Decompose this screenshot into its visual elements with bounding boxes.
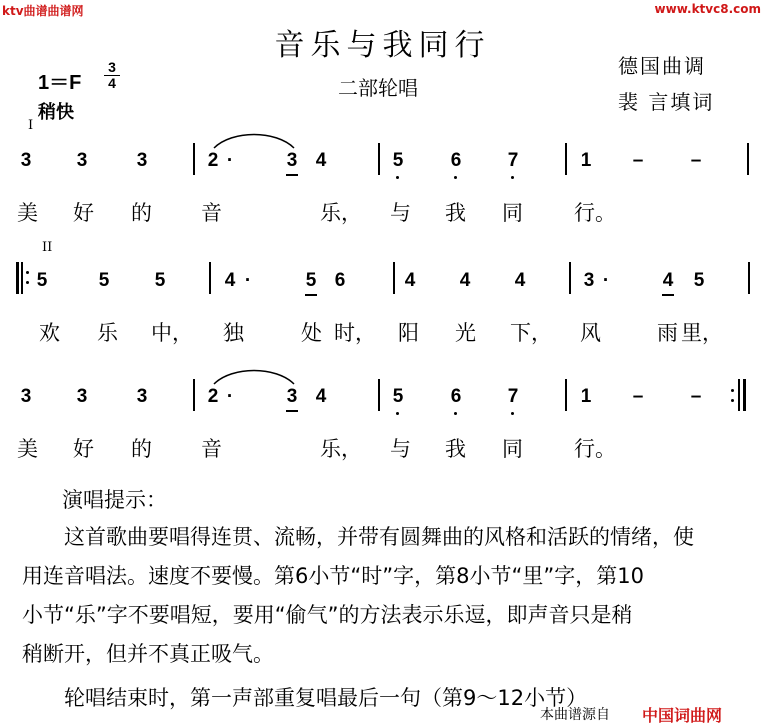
note: 6	[450, 386, 462, 407]
lower-octave-dot	[454, 176, 457, 179]
lyric: 的	[131, 437, 152, 461]
lyric: 乐，	[320, 201, 362, 225]
footer-source: 本曲谱源自	[540, 707, 610, 723]
note: 4	[315, 386, 327, 407]
note: 7	[507, 386, 519, 407]
lower-octave-dot	[454, 412, 457, 415]
lyric: 光	[455, 321, 476, 345]
lyric: 阳	[398, 321, 419, 345]
tips-line: 稍断开，但并不真正吸气。	[22, 642, 274, 666]
note: 5	[693, 270, 705, 291]
lyric: 美	[17, 201, 38, 225]
dash: –	[632, 150, 644, 171]
barline	[393, 262, 395, 294]
tips-line: 这首歌曲要唱得连贯、流畅，并带有圆舞曲的风格和活跃的情绪，使	[64, 525, 694, 549]
tips-paragraph-2: 轮唱结束时，第一声部重复唱最后一句（第9～12小节）	[64, 686, 588, 710]
note: 4	[662, 270, 674, 291]
tips-line: 用连音唱法。速度不要慢。第6小节“时”字，第8小节“里”字，第10	[22, 564, 644, 588]
note: 3	[286, 386, 298, 407]
barline	[209, 262, 211, 294]
note: 6	[450, 150, 462, 171]
note: 5	[305, 270, 317, 291]
lyric: 好	[73, 201, 94, 225]
note: 3	[20, 150, 32, 171]
barline	[193, 143, 195, 175]
repeat-barline-thin	[21, 262, 23, 294]
lyric: 下，	[510, 321, 552, 345]
lyric: 中，	[151, 321, 193, 345]
note: 5	[392, 150, 404, 171]
barline	[378, 379, 380, 411]
repeat-dot	[731, 399, 734, 402]
composer-credit: 德国曲调	[618, 54, 706, 78]
lyric: 与	[390, 437, 411, 461]
note: 3	[136, 150, 148, 171]
note: 5	[154, 270, 166, 291]
note: 2	[207, 150, 219, 171]
note: 4	[404, 270, 416, 291]
lower-octave-dot	[396, 412, 399, 415]
lyric: 我	[445, 201, 466, 225]
repeat-barline-thick	[16, 262, 19, 294]
note: 3	[286, 150, 298, 171]
dot-augmentation: ·	[226, 150, 234, 171]
meter-top: 3	[108, 59, 116, 75]
lyric: 行。	[574, 437, 616, 461]
note: 4	[224, 270, 236, 291]
lyric: 美	[17, 437, 38, 461]
barline	[747, 143, 749, 175]
barline	[748, 262, 750, 294]
barline	[565, 379, 567, 411]
dash: –	[690, 150, 702, 171]
part-one-label: I	[28, 118, 34, 133]
subtitle: 二部轮唱	[338, 76, 418, 100]
underline	[662, 294, 674, 296]
repeat-dot	[731, 389, 734, 392]
note: 6	[334, 270, 346, 291]
lyric: 行。	[574, 201, 616, 225]
underline	[305, 294, 317, 296]
lyric: 同	[502, 201, 523, 225]
dot-augmentation: ·	[244, 270, 252, 291]
dash: –	[690, 386, 702, 407]
lyric: 同	[502, 437, 523, 461]
note: 1	[580, 150, 592, 171]
dot-augmentation: ·	[602, 270, 610, 291]
meter-bottom: 4	[104, 75, 120, 91]
lyric: 乐	[97, 321, 118, 345]
note: 1	[580, 386, 592, 407]
slur	[212, 366, 296, 386]
barline	[565, 143, 567, 175]
note: 5	[98, 270, 110, 291]
watermark-left: ktv曲谱曲谱网	[2, 4, 84, 18]
lyric: 风	[580, 321, 601, 345]
lyric: 好	[73, 437, 94, 461]
part-two-label: II	[42, 240, 53, 255]
note: 3	[76, 150, 88, 171]
song-title: 音乐与我同行	[274, 28, 491, 63]
lower-octave-dot	[511, 176, 514, 179]
barline	[378, 143, 380, 175]
dot-augmentation: ·	[226, 386, 234, 407]
lyric: 时，	[334, 321, 376, 345]
underline	[286, 410, 298, 412]
note: 5	[392, 386, 404, 407]
note: 3	[583, 270, 595, 291]
note: 7	[507, 150, 519, 171]
lower-octave-dot	[396, 176, 399, 179]
repeat-dot	[26, 271, 29, 274]
underline	[286, 174, 298, 176]
repeat-barline-thin	[738, 379, 740, 411]
tips-heading: 演唱提示：	[62, 488, 167, 512]
dash: –	[632, 386, 644, 407]
lyric: 里，	[681, 321, 723, 345]
note: 5	[36, 270, 48, 291]
lyric: 音	[201, 201, 222, 225]
lyric: 的	[131, 201, 152, 225]
lyric: 我	[445, 437, 466, 461]
lyricist-credit: 裴 言填词	[618, 90, 715, 114]
note: 4	[514, 270, 526, 291]
note: 3	[20, 386, 32, 407]
key-signature: 1＝F	[38, 72, 82, 94]
lyric: 雨	[657, 321, 678, 345]
repeat-dot	[26, 281, 29, 284]
tempo-marking: 稍快	[38, 102, 74, 123]
note: 2	[207, 386, 219, 407]
lyric: 欢	[39, 321, 60, 345]
repeat-barline-thick	[743, 379, 746, 411]
lyric: 音	[201, 437, 222, 461]
lyric: 独	[223, 321, 244, 345]
note: 4	[315, 150, 327, 171]
slur	[212, 130, 296, 150]
time-signature	[104, 60, 120, 91]
watermark-right: www.ktvc8.com	[654, 2, 761, 16]
note: 3	[76, 386, 88, 407]
lyric: 乐，	[320, 437, 362, 461]
tips-paragraph-1	[22, 518, 752, 678]
tips-line: 小节“乐”字不要唱短，要用“偷气”的方法表示乐逗，即声音只是稍	[22, 603, 633, 627]
note: 3	[136, 386, 148, 407]
lyric: 与	[390, 201, 411, 225]
footer-site-link[interactable]: 中国词曲网	[642, 706, 723, 725]
lyric: 处	[301, 321, 322, 345]
barline	[193, 379, 195, 411]
note: 4	[459, 270, 471, 291]
barline	[569, 262, 571, 294]
lower-octave-dot	[511, 412, 514, 415]
